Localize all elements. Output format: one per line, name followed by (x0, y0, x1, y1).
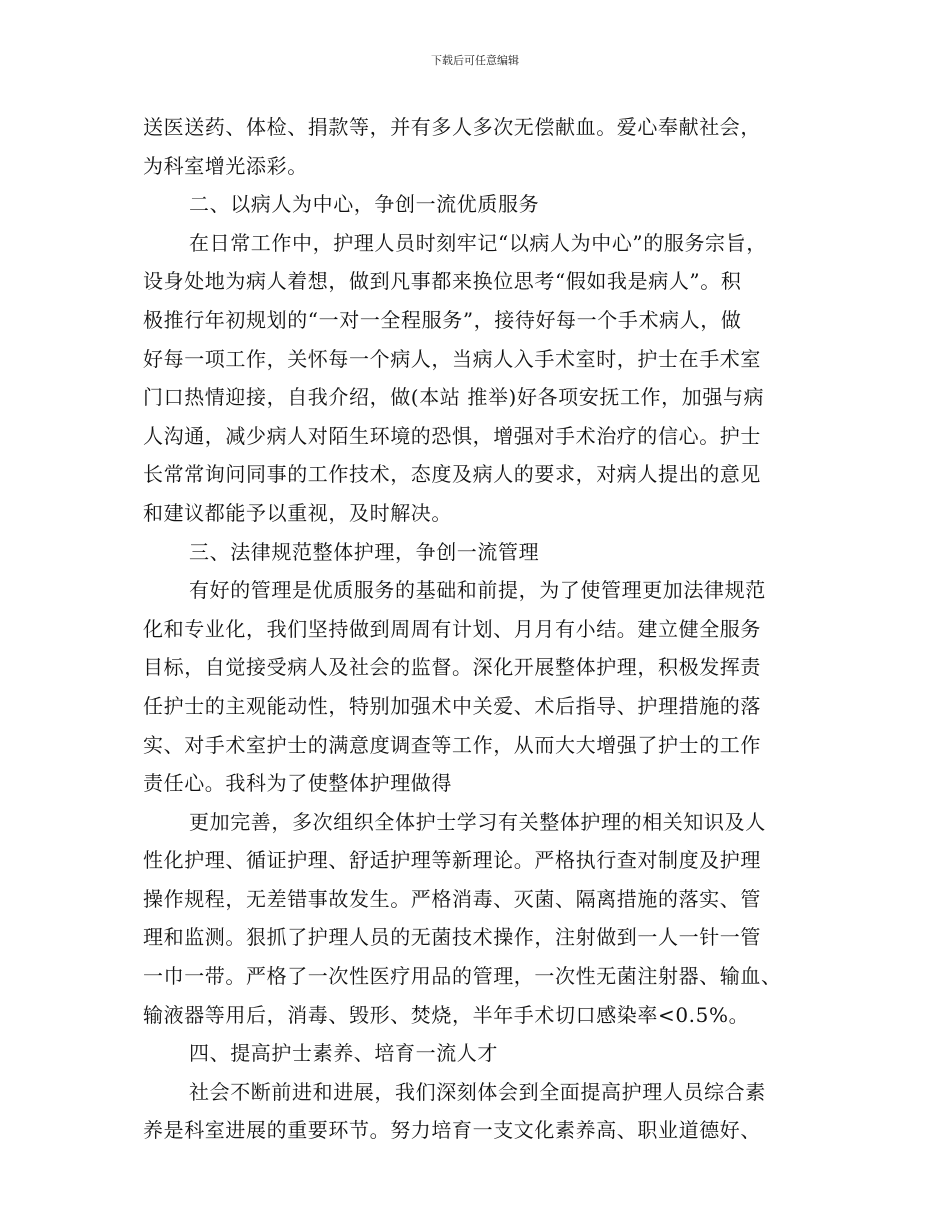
text-line: 性化护理、循证护理、舒适护理等新理论。严格执行查对制度及护理 (143, 848, 761, 873)
section-heading: 三、法律规范整体护理，争创一流管理 (189, 539, 540, 564)
text-line: 送医送药、体检、捐款等，并有多人多次无偿献血。爱心奉献社会， (143, 115, 761, 139)
text-line: 有好的管理是优质服务的基础和前提，为了使管理更加法律规范 (189, 578, 766, 603)
text-line: 在日常工作中，护理人员时刻牢记“以病人为中心”的服务宗旨， (189, 230, 767, 255)
section-heading: 四、提高护士素养、培育一流人才 (189, 1041, 498, 1066)
text-line: 目标，自觉接受病人及社会的监督。深化开展整体护理，积极发挥责 (143, 655, 761, 680)
text-line: 和建议都能予以重视，及时解决。 (143, 500, 452, 525)
text-line: 一巾一带。严格了一次性医疗用品的管理，一次性无菌注射器、输血、 (143, 964, 782, 989)
text-line: 好每一项工作，关怀每一个病人，当病人入手术室时，护士在手术室 (143, 346, 761, 371)
text-line: 极推行年初规划的“一对一全程服务”，接待好每一个手术病人，做 (143, 307, 742, 332)
text-line: 操作规程，无差错事故发生。严格消毒、灭菌、隔离措施的落实、管 (143, 886, 761, 911)
document-body (143, 108, 805, 1150)
text-line: 更加完善，多次组织全体护士学习有关整体护理的相关知识及人 (189, 809, 766, 834)
text-line: 社会不断前进和进展，我们深刻体会到全面提高护理人员综合素 (189, 1079, 766, 1104)
text-line: 实、对手术室护士的满意度调查等工作，从而大大增强了护士的工作 (143, 732, 761, 757)
text-line: 养是科室进展的重要环节。努力培育一支文化素养高、职业道德好、 (143, 1118, 761, 1143)
page-header: 下载后可任意编辑 (431, 54, 519, 67)
section-heading: 二、以病人为中心，争创一流优质服务 (189, 192, 540, 217)
text-line: 长常常询问同事的工作技术，态度及病人的要求，对病人提出的意见 (143, 462, 761, 487)
text-line: 责任心。我科为了使整体护理做得 (143, 771, 452, 796)
text-line: 人沟通，减少病人对陌生环境的恐惧，增强对手术治疗的信心。护士 (143, 423, 761, 448)
text-line: 理和监测。狠抓了护理人员的无菌技术操作，注射做到一人一针一管 (143, 925, 761, 950)
text-line: 任护士的主观能动性，特别加强术中关爱、术后指导、护理措施的落 (143, 693, 761, 718)
text-line: 为科室增光添彩。 (143, 153, 308, 178)
text-line: 化和专业化，我们坚持做到周周有计划、月月有小结。建立健全服务 (143, 616, 761, 641)
text-line: 输液器等用后，消毒、毁形、焚烧，半年手术切口感染率<0.5%。 (143, 1002, 750, 1027)
text-line: 设身处地为病人着想，做到凡事都来换位思考“假如我是病人”。积 (143, 269, 742, 294)
text-line: 门口热情迎接，自我介绍，做(本站 推举)好各项安抚工作，加强与病 (143, 385, 765, 410)
